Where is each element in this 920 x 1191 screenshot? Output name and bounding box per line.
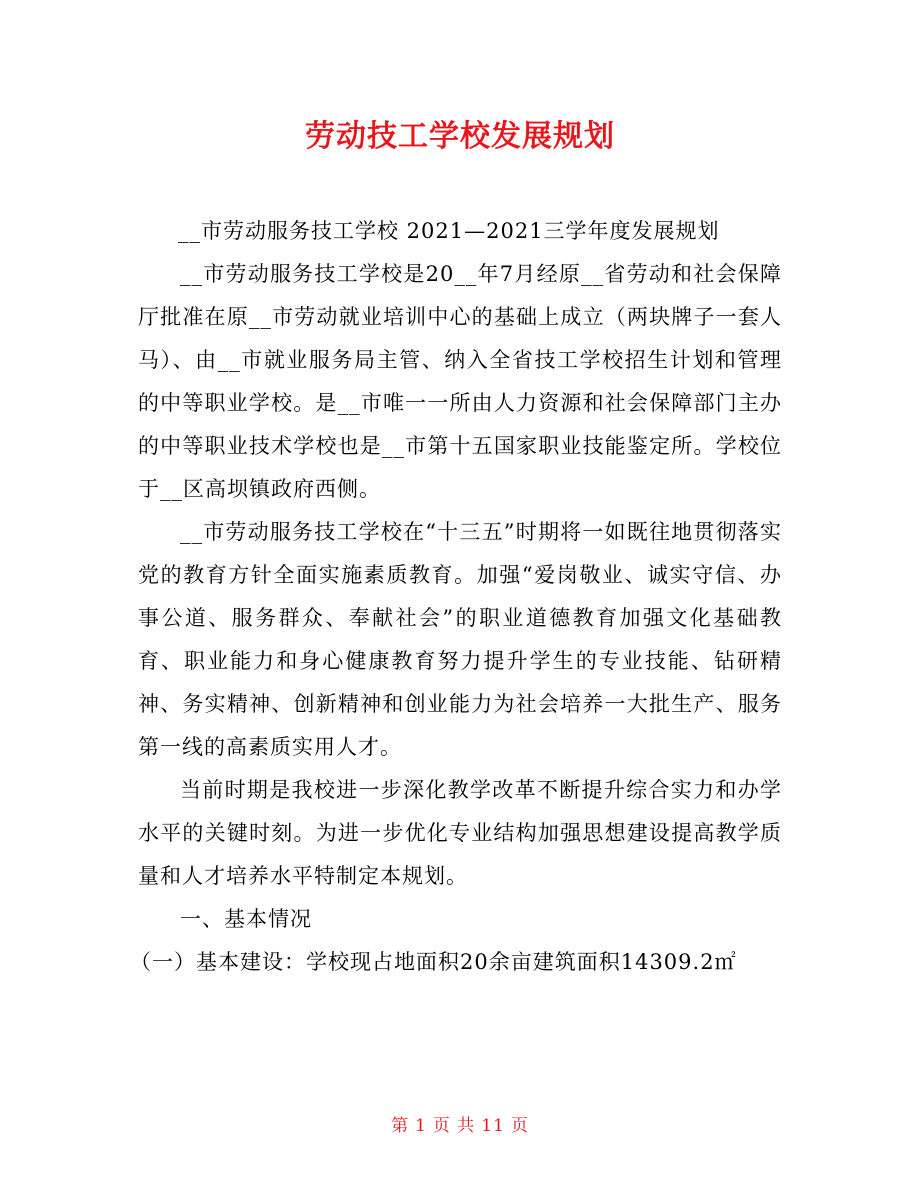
plan-heading-line: __市劳动服务技工学校 2021—2021三学年度发展规划: [178, 219, 720, 243]
section-heading-basic-situation: 一、基本情况: [180, 907, 312, 931]
page-footer: [0, 1112, 920, 1140]
subsection-infrastructure: （一）基本建设：学校现占地面积20余亩建筑面积14309.2㎡: [130, 950, 737, 974]
footer-prefix: 第: [391, 1116, 410, 1136]
footer-middle: 页 共: [432, 1116, 476, 1136]
footer-suffix: 页: [510, 1116, 529, 1136]
footer-total-pages: 11: [481, 1116, 505, 1136]
paragraph-development-goals: __市劳动服务技工学校在“十三五”时期将一如既往地贯彻落实党的教育方针全面实施素质教育。加强“爱岗敬业、诚实守信、办事公道、服务群众、奉献社会”的职业道德教育加强文化基础教育、职业能力和身心健康教育努力提升学生的专业技能、钻研精神、务实精神、创新精神和创业能力为社会培养一大批生产、服务第一线的高素质实用人才。: [138, 520, 782, 759]
document-title: 劳动技工学校发展规划: [305, 119, 615, 154]
paragraph-current-period: 当前时期是我校进一步深化教学改革不断提升综合实力和办学水平的关键时刻。为进一步优化专业结构加强思想建设提高教学质量和人才培养水平特制定本规划。: [138, 778, 782, 888]
footer-page-number: 1: [415, 1116, 427, 1136]
document-body: [130, 210, 782, 984]
paragraph-school-intro: __市劳动服务技工学校是20__年7月经原__省劳动和社会保障厅批准在原__市劳动就业培训中心的基础上成立（两块牌子一套人马）、由__市就业服务局主管、纳入全省技工学校招生计划和管理的中等职业学校。是__市唯一一所由人力资源和社会保障部门主办的中等职业技术学校也是__市第十五国家职业技能鉴定所。学校位于__区高坝镇政府西侧。: [138, 262, 782, 501]
